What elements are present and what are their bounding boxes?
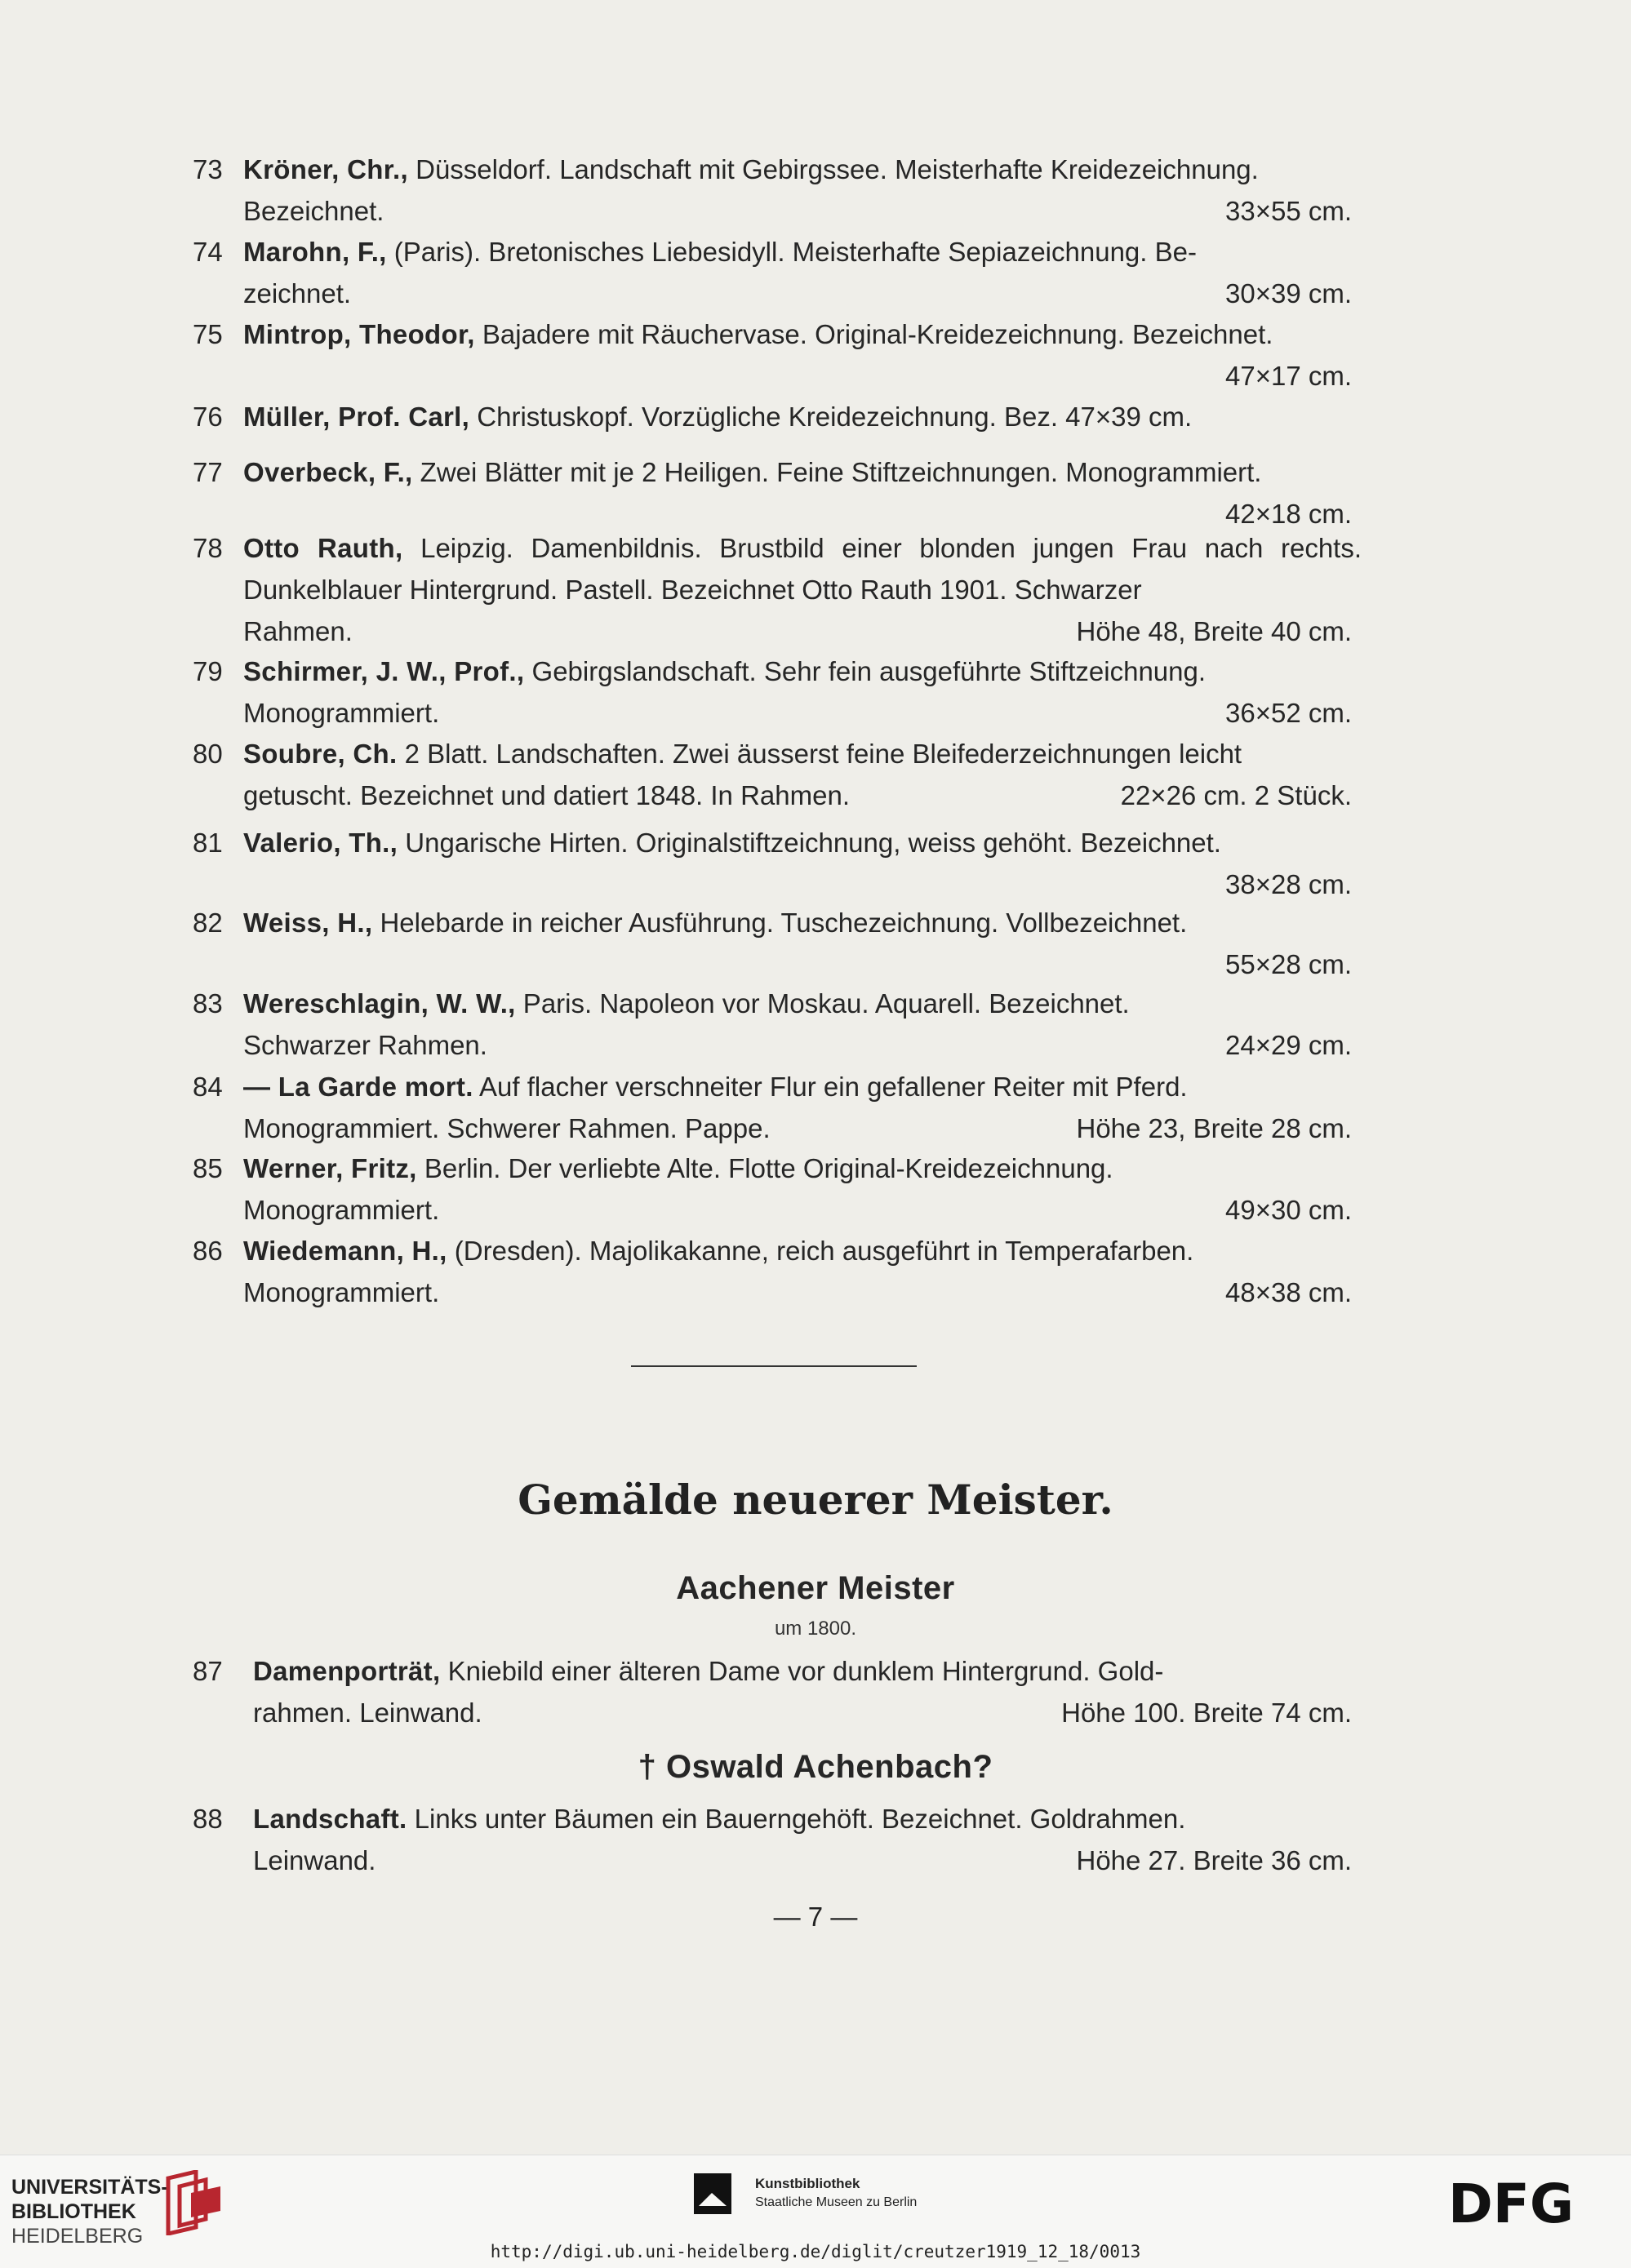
entry-text: Düsseldorf. Landschaft mit Gebirgssee. Meisterhafte Kreidezeichnung. [407, 154, 1259, 184]
artist-name: Soubre, Ch. [243, 739, 398, 769]
entry-text: Christuskopf. Vorzügliche Kreidezeichnung. Bez. 47×39 cm. [469, 402, 1193, 432]
dfg-logo-icon[interactable] [1448, 2178, 1611, 2227]
page-number: — 7 — [773, 1902, 858, 1932]
ub-line-1: UNIVERSITÄTS- [11, 2176, 168, 2199]
catalog-entry [193, 231, 1362, 314]
entry-text: Links unter Bäumen ein Bauerngehöft. Bezeichnet. Goldrahmen. [407, 1804, 1186, 1834]
catalog-entry [193, 1066, 1362, 1149]
entry-text-end: Monogrammiert. [243, 698, 440, 728]
catalog-entry [193, 1798, 1362, 1881]
entry-number: 76 [193, 402, 223, 432]
entry-text: Berlin. Der verliebte Alte. Flotte Original-Kreidezeichnung. [416, 1153, 1113, 1183]
catalog-entry [193, 1230, 1362, 1313]
entry-text: Auf flacher verschneiter Flur ein gefallener Reiter mit Pferd. [473, 1072, 1188, 1102]
catalog-entry [193, 902, 1362, 985]
artist-name: Wiedemann, H., [243, 1236, 447, 1266]
artist-name: Wereschlagin, W. W., [243, 988, 516, 1019]
entry-text-end: rahmen. Leinwand. [253, 1698, 482, 1728]
entry-number: 79 [193, 656, 223, 686]
entry-text-end: Schwarzer Rahmen. [243, 1030, 487, 1060]
artist-name: Schirmer, J. W., Prof., [243, 656, 525, 686]
catalog-entry [193, 822, 1362, 905]
artist-heading: Aachener Meister [676, 1570, 955, 1606]
artist-date: um 1800. [774, 1618, 857, 1640]
entry-text: (Dresden). Majolikakanne, reich ausgeführt in Temperafarben. [447, 1236, 1194, 1266]
ub-heidelberg-label[interactable] [11, 2175, 168, 2248]
artist-name: Werner, Fritz, [243, 1153, 417, 1183]
catalog-entry [193, 983, 1362, 1066]
entry-text: Ungarische Hirten. Originalstiftzeichnung, weiss gehöht. Bezeichnet. [398, 828, 1221, 858]
dfg-text: DFG [1448, 2178, 1575, 2227]
catalog-entry [193, 313, 1362, 397]
viewer-footer [0, 2155, 1631, 2268]
entry-number: 84 [193, 1072, 223, 1102]
entry-number: 85 [193, 1153, 223, 1183]
artist-name: Kröner, Chr., [243, 154, 408, 184]
entry-text: Zwei Blätter mit je 2 Heiligen. Feine Stiftzeichnungen. Monogrammiert. [412, 457, 1262, 487]
artist-name: Weiss, H., [243, 908, 373, 938]
catalog-entry [193, 650, 1362, 734]
entry-size: 48×38 cm. [1224, 1277, 1352, 1307]
artist-name: Overbeck, F., [243, 457, 413, 487]
artist-name: Müller, Prof. Carl, [243, 402, 470, 432]
entry-text-end: Monogrammiert. [243, 1277, 440, 1307]
entry-text-end: Monogrammiert. [243, 1195, 440, 1225]
entry-text: Bajadere mit Räuchervase. Original-Kreidezeichnung. Bezeichnet. [474, 319, 1273, 349]
entry-number: 74 [193, 237, 223, 267]
entry-text-end: zeichnet. [243, 278, 352, 308]
catalog-entry [193, 1650, 1362, 1733]
section-title: Gemälde neuerer Meister. [518, 1476, 1113, 1524]
entry-number: 73 [193, 154, 223, 184]
catalog-entry [193, 396, 1362, 437]
entry-size: 47×17 cm. [1224, 361, 1352, 391]
entry-number: 77 [193, 457, 223, 487]
catalog-entry [193, 149, 1362, 232]
entry-size: Höhe 100. Breite 74 cm. [1061, 1698, 1352, 1728]
entry-size: 49×30 cm. [1224, 1195, 1352, 1225]
kunstbibliothek-label[interactable] [755, 2175, 917, 2212]
entry-number: 80 [193, 739, 223, 769]
entry-size: 22×26 cm. 2 Stück. [1120, 780, 1352, 810]
artwork-title: Damenporträt, [253, 1656, 441, 1686]
artist-name: Valerio, Th., [243, 828, 398, 858]
artist-name: Marohn, F., [243, 237, 387, 267]
entry-number: 83 [193, 988, 223, 1019]
catalog-entry [193, 1147, 1362, 1231]
entry-text: 2 Blatt. Landschaften. Zwei äusserst feine Bleifederzeichnungen leicht [397, 739, 1242, 769]
entry-size: 55×28 cm. [1224, 949, 1352, 979]
catalog-entry [193, 527, 1362, 652]
catalog-entry [193, 733, 1362, 816]
entry-size: Höhe 23, Breite 28 cm. [1076, 1113, 1352, 1143]
ub-line-2: BIBLIOTHEK [11, 2200, 136, 2223]
ub-line-3: HEIDELBERG [11, 2225, 144, 2248]
entry-text: Paris. Napoleon vor Moskau. Aquarell. Bezeichnet. [515, 988, 1130, 1019]
entry-size: 33×55 cm. [1224, 196, 1352, 226]
artist-heading: † Oswald Achenbach? [638, 1749, 993, 1785]
kunstbibliothek-logo-icon[interactable] [694, 2173, 731, 2214]
artist-name: Mintrop, Theodor, [243, 319, 475, 349]
entry-text-end: Leinwand. [253, 1845, 376, 1875]
entry-number: 82 [193, 908, 223, 938]
kb-line-2: Staatliche Museen zu Berlin [755, 2195, 918, 2209]
entry-text: (Paris). Bretonisches Liebesidyll. Meisterhafte Sepiazeichnung. Be- [386, 237, 1197, 267]
catalog-entry [193, 451, 1362, 535]
entry-size: Höhe 48, Breite 40 cm. [1076, 616, 1352, 646]
entry-number: 86 [193, 1236, 223, 1266]
entry-size: 38×28 cm. [1224, 869, 1352, 899]
entry-number: 87 [193, 1656, 223, 1686]
kb-line-1: Kunstbibliothek [755, 2176, 860, 2191]
entry-text: Gebirgslandschaft. Sehr fein ausgeführte Stiftzeichnung. [524, 656, 1207, 686]
entry-size: 36×52 cm. [1224, 698, 1352, 728]
entry-text-end: getuscht. Bezeichnet und datiert 1848. In Rahmen. [243, 780, 850, 810]
entry-size: 30×39 cm. [1224, 278, 1352, 308]
entry-number: 81 [193, 828, 223, 858]
entry-text: Kniebild einer älteren Dame vor dunklem Hintergrund. Gold- [440, 1656, 1164, 1686]
entry-text: Leipzig. Damenbildnis. Brustbild einer blonden jungen Frau nach rechts. Dunkelblauer Hintergrund. Pastell. Bezeichnet Otto Rauth 1901. Schwarzer [243, 533, 1362, 605]
artwork-title: Landschaft. [253, 1804, 407, 1834]
entry-text-end: Rahmen. [243, 616, 353, 646]
entry-size: 42×18 cm. [1224, 499, 1352, 529]
entry-text-end: Monogrammiert. Schwerer Rahmen. Pappe. [243, 1113, 771, 1143]
entry-number: 88 [193, 1804, 223, 1834]
artist-name: Otto Rauth, [243, 533, 403, 563]
ub-heidelberg-logo-icon[interactable] [163, 2170, 225, 2235]
artist-name: — La Garde mort. [243, 1072, 473, 1102]
entry-size: Höhe 27. Breite 36 cm. [1076, 1845, 1352, 1875]
entry-number: 78 [193, 533, 223, 563]
entry-number: 75 [193, 319, 223, 349]
entry-text: Helebarde in reicher Ausführung. Tuschezeichnung. Vollbezeichnet. [372, 908, 1188, 938]
section-divider [631, 1365, 917, 1367]
entry-text-end: Bezeichnet. [243, 196, 384, 226]
entry-size: 24×29 cm. [1224, 1030, 1352, 1060]
page-url[interactable]: http://digi.ub.uni-heidelberg.de/diglit/creutzer1919_12_18/0013 [490, 2242, 1141, 2261]
